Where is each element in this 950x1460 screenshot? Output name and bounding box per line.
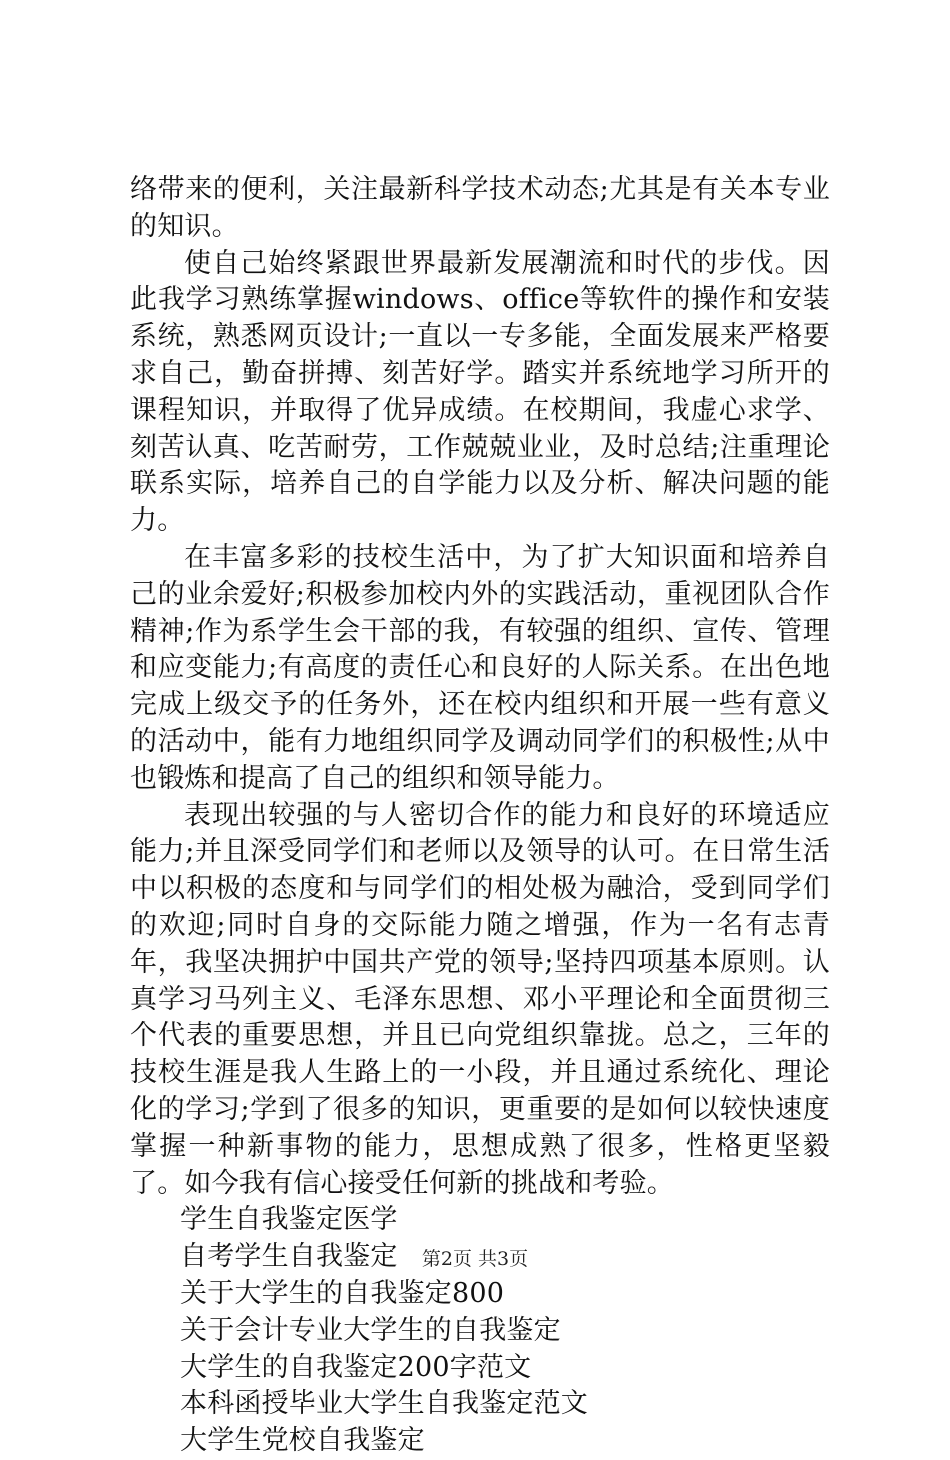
related-link[interactable]: 大学生的自我鉴定200字范文 <box>180 1351 532 1383</box>
related-link[interactable]: 本科函授毕业大学生自我鉴定范文 <box>180 1388 588 1420</box>
paragraph-continuation: 络带来的便利，关注最新科学技术动态;尤其是有关本专业的知识。 <box>130 174 830 242</box>
paragraph-summary: 表现出较强的与人密切合作的能力和良好的环境适应能力;并且深受同学们和老师以及领导的认可。在日常生活中以积极的态度和与同学们的相处极为融洽，受到同学们的欢迎;同时自身的交际能力随之增强，作为一名有志青年，我坚决拥护中国共产党的领导;坚持四项基本原则。认真学习马列主义、毛泽东思想、邓小平理论和全面贯彻三个代表的重要思想，并且已向党组织靠拢。总之，三年的技校生涯是我人生路上的一小段，并且通过系统化、理论化的学习;学到了很多的知识，更重要的是如何以较快速度掌握一种新事物的能力，思想成熟了很多，性格更坚毅了。如今我有信心接受任何新的挑战和考验。 <box>130 799 830 1199</box>
page-number-footer: 第2页 共3页 <box>421 1248 529 1270</box>
related-links-list <box>130 1202 830 1460</box>
paragraph-activities: 在丰富多彩的技校生活中，为了扩大知识面和培养自己的业余爱好;积极参加校内外的实践活动，重视团队合作精神;作为系学生会干部的我，有较强的组织、宣传、管理和应变能力;有高度的责任心和良好的人际关系。在出色地完成上级交予的任务外，还在校内组织和开展一些有意义的活动中，能有力地组织同学及调动同学们的积极性;从中也锻炼和提高了自己的组织和领导能力。 <box>130 541 830 794</box>
paragraph-study: 使自己始终紧跟世界最新发展潮流和时代的步伐。因此我学习熟练掌握windows、office等软件的操作和安装系统，熟悉网页设计;一直以一专多能，全面发展来严格要求自己，勤奋拼搏、刻苦好学。踏实并系统地学习所开的课程知识，并取得了优异成绩。在校期间，我虚心求学、刻苦认真、吃苦耐劳，工作兢兢业业，及时总结;注重理论联系实际，培养自己的自学能力以及分析、解决问题的能力。 <box>130 247 830 537</box>
related-link[interactable]: 关于大学生的自我鉴定800 <box>180 1277 505 1309</box>
related-link[interactable]: 大学生党校自我鉴定 <box>180 1425 425 1457</box>
related-link[interactable]: 自考学生自我鉴定 <box>180 1241 398 1273</box>
related-link[interactable]: 关于会计专业大学生的自我鉴定 <box>180 1314 561 1346</box>
related-link[interactable]: 学生自我鉴定医学 <box>180 1204 398 1236</box>
